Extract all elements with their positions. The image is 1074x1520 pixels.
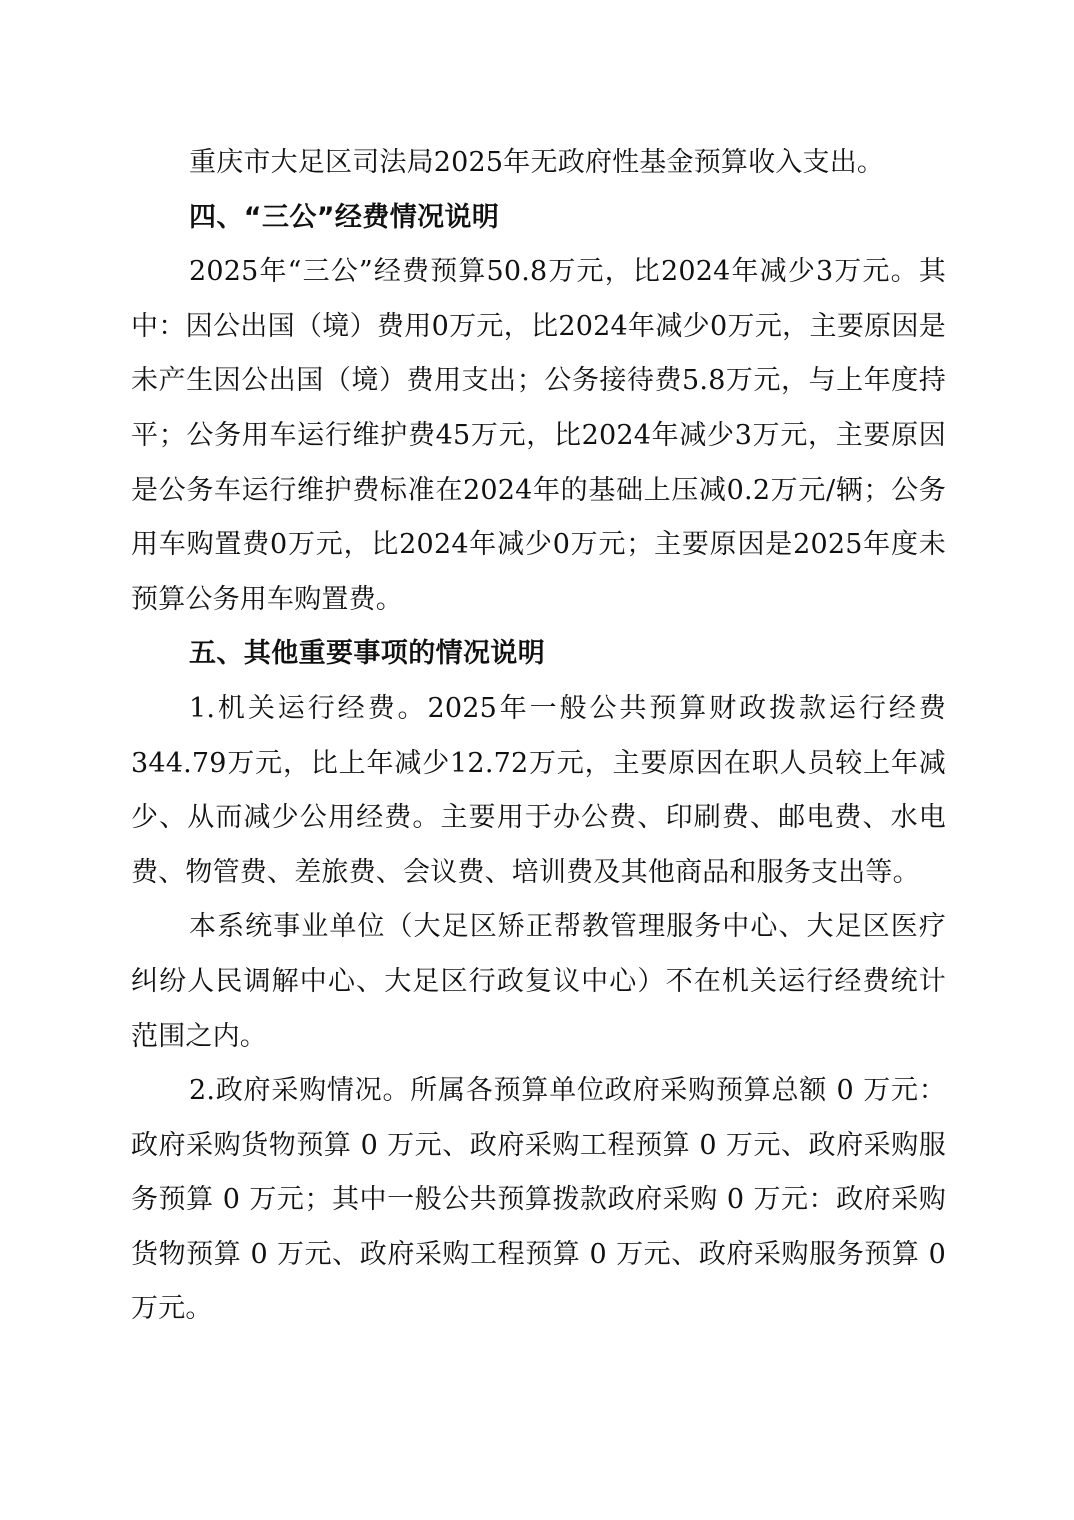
paragraph-government-procurement: 2.政府采购情况。所属各预算单位政府采购预算总额 0 万元：政府采购货物预算 0 万元、政府采购工程预算 0 万元、政府采购服务预算 0 万元；其中一般公共预算拨款政府采购 0 万元：政府采购货物预算 0 万元、政府采购工程预算 0 万元、政府采购服务预算 0 万元。	[131, 1075, 946, 1325]
section-heading-three-public: 四、“三公”经费情况说明	[189, 201, 500, 233]
paragraph-three-public-details: 2025年“三公”经费预算50.8万元，比2024年减少3万元。其中：因公出国（境）费用0万元，比2024年减少0万元，主要原因是未产生因公出国（境）费用支出；公务接待费5.8万元，与上年度持平；公务用车运行维护费45万元，比2024年减少3万元，主要原因是公务车运行维护费标准在2024年的基础上压减0.2万元/辆；公务用车购置费0万元，比2024年减少0万元；主要原因是2025年度未预算公务用车购置费。	[131, 256, 946, 615]
paragraph-fund-budget: 重庆市大足区司法局2025年无政府性基金预算收入支出。	[189, 147, 885, 178]
paragraph-operating-expenses: 1.机关运行经费。2025年一般公共预算财政拨款运行经费344.79万元，比上年减少12.72万元，主要原因在职人员较上年减少、从而减少公用经费。主要用于办公费、印刷费、邮电费、水电费、物管费、差旅费、会议费、培训费及其他商品和服务支出等。	[131, 692, 946, 888]
paragraph-institution-scope: 本系统事业单位（大足区矫正帮教管理服务中心、大足区医疗纠纷人民调解中心、大足区行政复议中心）不在机关运行经费统计范围之内。	[131, 911, 946, 1052]
document-body	[131, 136, 946, 1337]
section-heading-other-matters: 五、其他重要事项的情况说明	[189, 638, 546, 670]
